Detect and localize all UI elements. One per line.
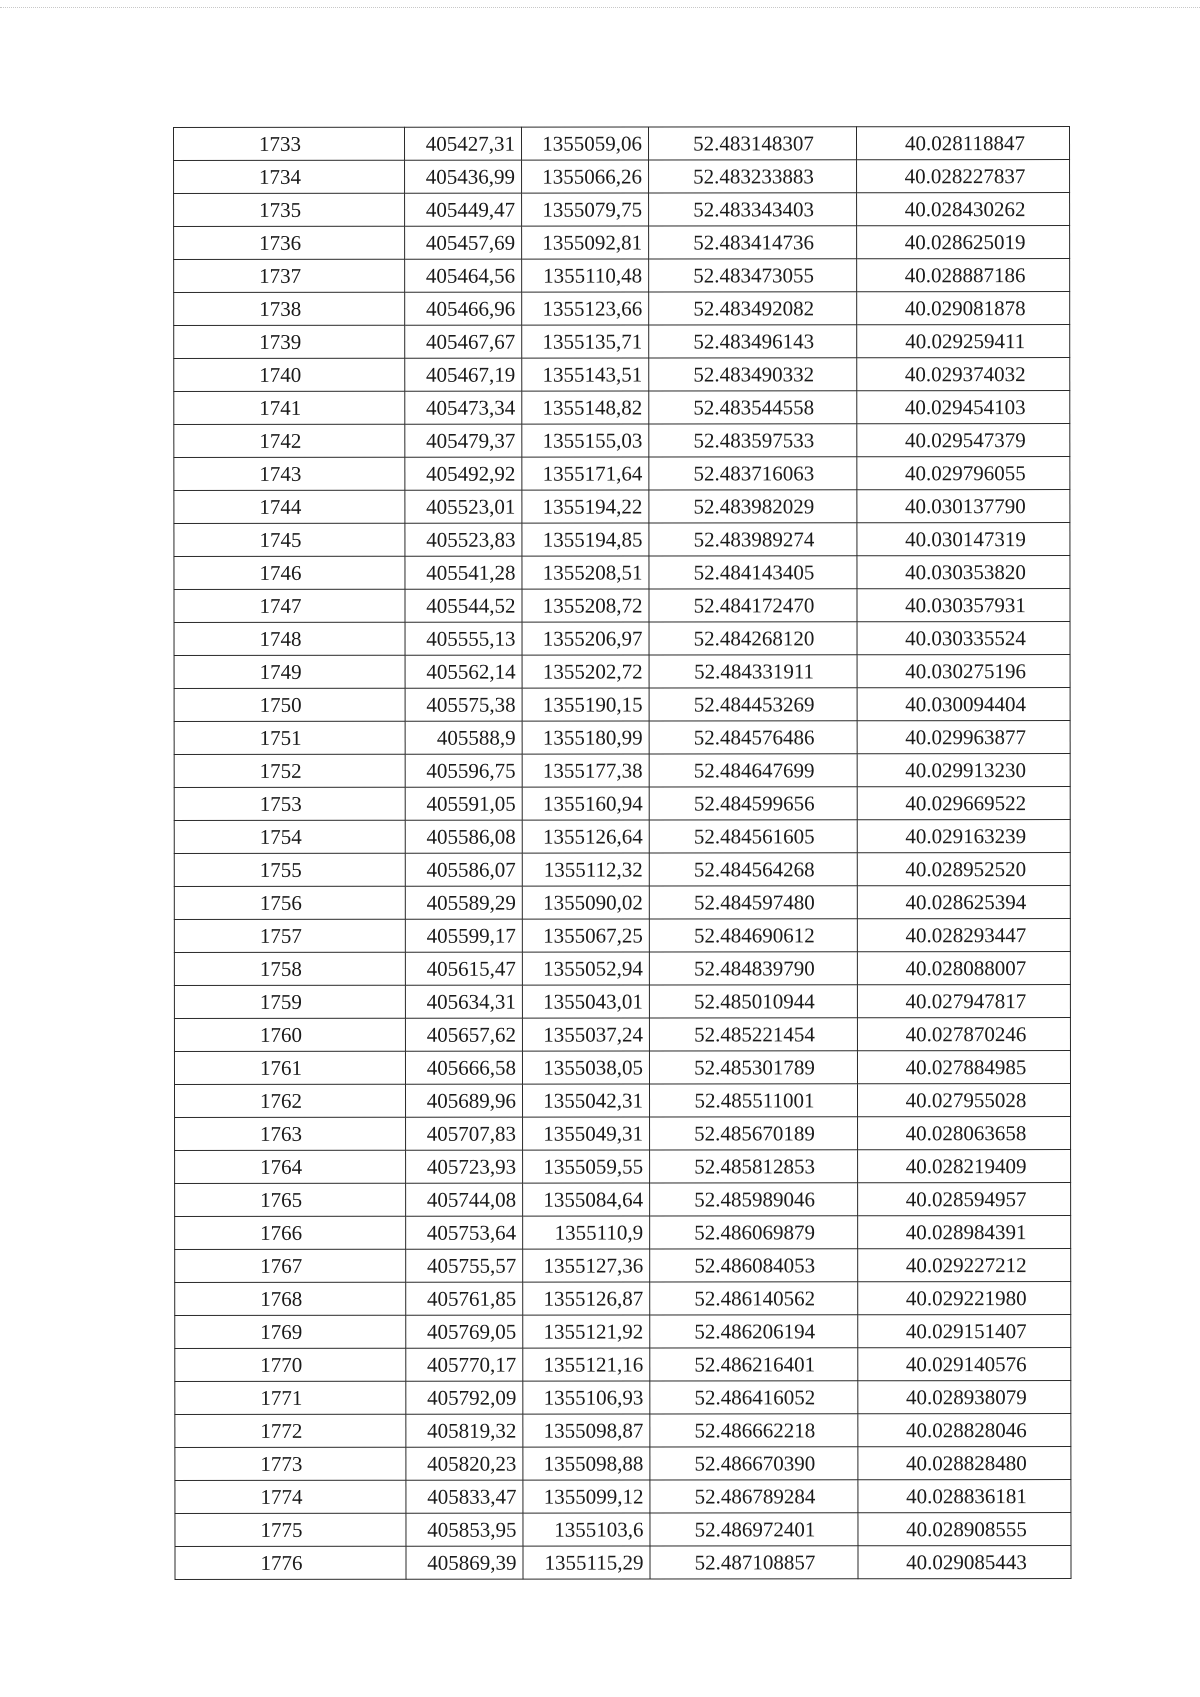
table-row [174,193,1070,227]
longitude-cell: 40.028887186 [857,259,1070,292]
y-coordinate-cell: 1355059,06 [522,127,649,160]
x-coordinate-cell: 405457,69 [405,226,522,259]
latitude-cell: 52.483492082 [649,292,857,325]
table-row [174,457,1070,491]
latitude-cell: 52.483597533 [649,424,857,457]
y-coordinate-cell: 1355143,51 [522,358,649,391]
table-row [174,160,1070,194]
longitude-cell: 40.030335524 [857,622,1070,655]
latitude-cell: 52.484143405 [649,556,857,589]
y-coordinate-cell: 1355121,92 [523,1315,650,1348]
scan-edge-line [0,7,1200,8]
y-coordinate-cell: 1355038,05 [522,1051,649,1084]
point-number-cell: 1770 [175,1348,406,1381]
y-coordinate-cell: 1355099,12 [523,1480,650,1513]
longitude-cell: 40.030357931 [857,589,1070,622]
point-number-cell: 1772 [175,1414,406,1447]
point-number-cell: 1764 [175,1150,406,1183]
table-row [175,1513,1071,1547]
latitude-cell: 52.486084053 [650,1249,858,1282]
y-coordinate-cell: 1355098,88 [523,1447,650,1480]
longitude-cell: 40.028118847 [857,127,1070,160]
table-row [175,1117,1071,1151]
point-number-cell: 1738 [174,292,405,325]
latitude-cell: 52.483148307 [649,127,857,160]
point-number-cell: 1768 [175,1282,406,1315]
latitude-cell: 52.484576486 [649,721,857,754]
latitude-cell: 52.484647699 [649,754,857,787]
y-coordinate-cell: 1355115,29 [523,1546,650,1579]
longitude-cell: 40.028908555 [858,1513,1071,1546]
x-coordinate-cell: 405523,01 [405,490,522,523]
y-coordinate-cell: 1355103,6 [523,1513,650,1546]
x-coordinate-cell: 405575,38 [405,688,522,721]
point-number-cell: 1756 [174,886,405,919]
latitude-cell: 52.483716063 [649,457,857,490]
point-number-cell: 1747 [174,589,405,622]
latitude-cell: 52.486670390 [650,1447,858,1480]
x-coordinate-cell: 405769,05 [406,1315,523,1348]
y-coordinate-cell: 1355043,01 [522,985,649,1018]
y-coordinate-cell: 1355190,15 [522,688,649,721]
table-row [174,490,1070,524]
x-coordinate-cell: 405586,07 [405,853,522,886]
latitude-cell: 52.486662218 [650,1414,858,1447]
point-number-cell: 1759 [174,985,405,1018]
latitude-cell: 52.483233883 [649,160,857,193]
table-row [175,1150,1071,1184]
x-coordinate-cell: 405634,31 [405,985,522,1018]
table-row [175,1414,1071,1448]
y-coordinate-cell: 1355194,85 [522,523,649,556]
longitude-cell: 40.028828046 [858,1414,1071,1447]
table-row [175,1216,1071,1250]
longitude-cell: 40.029227212 [858,1249,1071,1282]
y-coordinate-cell: 1355112,32 [522,853,649,886]
latitude-cell: 52.484597480 [649,886,857,919]
longitude-cell: 40.028828480 [858,1447,1071,1480]
point-number-cell: 1752 [174,754,405,787]
x-coordinate-cell: 405723,93 [406,1150,523,1183]
longitude-cell: 40.030137790 [857,490,1070,523]
longitude-cell: 40.029151407 [858,1315,1071,1348]
x-coordinate-cell: 405466,96 [405,292,522,325]
point-number-cell: 1743 [174,457,405,490]
point-number-cell: 1761 [174,1051,405,1084]
longitude-cell: 40.028984391 [858,1216,1071,1249]
y-coordinate-cell: 1355037,24 [522,1018,649,1051]
point-number-cell: 1739 [174,325,405,358]
latitude-cell: 52.485010944 [649,985,857,1018]
longitude-cell: 40.028938079 [858,1381,1071,1414]
x-coordinate-cell: 405436,99 [405,160,522,193]
x-coordinate-cell: 405615,47 [405,952,522,985]
point-number-cell: 1745 [174,523,405,556]
y-coordinate-cell: 1355194,22 [522,490,649,523]
table-row [174,1051,1070,1085]
longitude-cell: 40.028430262 [857,193,1070,226]
y-coordinate-cell: 1355202,72 [522,655,649,688]
latitude-cell: 52.485812853 [650,1150,858,1183]
point-number-cell: 1769 [175,1315,406,1348]
longitude-cell: 40.029221980 [858,1282,1071,1315]
x-coordinate-cell: 405555,13 [405,622,522,655]
longitude-cell: 40.029140576 [858,1348,1071,1381]
x-coordinate-cell: 405819,32 [406,1414,523,1447]
point-number-cell: 1733 [174,127,405,160]
y-coordinate-cell: 1355206,97 [522,622,649,655]
table-row [175,1282,1071,1316]
x-coordinate-cell: 405544,52 [405,589,522,622]
longitude-cell: 40.028227837 [857,160,1070,193]
table-row [174,952,1070,986]
latitude-cell: 52.486416052 [650,1381,858,1414]
y-coordinate-cell: 1355171,64 [522,457,649,490]
table-row [175,1183,1071,1217]
x-coordinate-cell: 405427,31 [405,127,522,160]
table-row [175,1348,1071,1382]
y-coordinate-cell: 1355155,03 [522,424,649,457]
latitude-cell: 52.483544558 [649,391,857,424]
point-number-cell: 1736 [174,226,405,259]
x-coordinate-cell: 405467,67 [405,325,522,358]
longitude-cell: 40.030275196 [857,655,1070,688]
y-coordinate-cell: 1355079,75 [522,193,649,226]
latitude-cell: 52.483414736 [649,226,857,259]
longitude-cell: 40.027870246 [857,1018,1070,1051]
point-number-cell: 1737 [174,259,405,292]
point-number-cell: 1765 [175,1183,406,1216]
y-coordinate-cell: 1355127,36 [523,1249,650,1282]
latitude-cell: 52.485221454 [649,1018,857,1051]
x-coordinate-cell: 405589,29 [405,886,522,919]
table-row [175,1084,1071,1118]
point-number-cell: 1763 [175,1117,406,1150]
longitude-cell: 40.027947817 [857,985,1070,1018]
longitude-cell: 40.029963877 [857,721,1070,754]
table-row [175,1546,1071,1580]
latitude-cell: 52.484331911 [649,655,857,688]
latitude-cell: 52.485301789 [649,1051,857,1084]
y-coordinate-cell: 1355084,64 [523,1183,650,1216]
table-row [174,721,1070,755]
latitude-cell: 52.486216401 [650,1348,858,1381]
x-coordinate-cell: 405586,08 [405,820,522,853]
latitude-cell: 52.486789284 [650,1480,858,1513]
table-row [174,226,1070,260]
latitude-cell: 52.483343403 [649,193,857,226]
x-coordinate-cell: 405753,64 [406,1216,523,1249]
x-coordinate-cell: 405588,9 [405,721,522,754]
x-coordinate-cell: 405666,58 [405,1051,522,1084]
x-coordinate-cell: 405599,17 [405,919,522,952]
table-row [174,985,1070,1019]
y-coordinate-cell: 1355110,48 [522,259,649,292]
x-coordinate-cell: 405761,85 [406,1282,523,1315]
latitude-cell: 52.484839790 [649,952,857,985]
point-number-cell: 1748 [174,622,405,655]
y-coordinate-cell: 1355092,81 [522,226,649,259]
table-row [174,655,1070,689]
longitude-cell: 40.029913230 [857,754,1070,787]
latitude-cell: 52.484564268 [649,853,857,886]
table-row [174,787,1070,821]
table-row [174,358,1070,392]
table-row [175,1381,1071,1415]
point-number-cell: 1771 [175,1381,406,1414]
table-row [174,754,1070,788]
table-row [175,1249,1071,1283]
point-number-cell: 1774 [175,1480,406,1513]
point-number-cell: 1744 [174,490,405,523]
table-row [174,1018,1070,1052]
longitude-cell: 40.028088007 [857,952,1070,985]
latitude-cell: 52.487108857 [650,1546,858,1579]
y-coordinate-cell: 1355110,9 [523,1216,650,1249]
longitude-cell: 40.027884985 [857,1051,1070,1084]
x-coordinate-cell: 405755,57 [406,1249,523,1282]
point-number-cell: 1754 [174,820,405,853]
x-coordinate-cell: 405541,28 [405,556,522,589]
table-row [174,820,1070,854]
latitude-cell: 52.483989274 [649,523,857,556]
latitude-cell: 52.484599656 [649,787,857,820]
point-number-cell: 1767 [175,1249,406,1282]
point-number-cell: 1766 [175,1216,406,1249]
longitude-cell: 40.030353820 [857,556,1070,589]
y-coordinate-cell: 1355177,38 [522,754,649,787]
y-coordinate-cell: 1355126,64 [522,820,649,853]
point-number-cell: 1750 [174,688,405,721]
latitude-cell: 52.486069879 [650,1216,858,1249]
point-number-cell: 1734 [174,160,405,193]
x-coordinate-cell: 405770,17 [406,1348,523,1381]
point-number-cell: 1753 [174,787,405,820]
x-coordinate-cell: 405820,23 [406,1447,523,1480]
x-coordinate-cell: 405479,37 [405,424,522,457]
y-coordinate-cell: 1355208,51 [522,556,649,589]
x-coordinate-cell: 405449,47 [405,193,522,226]
table-row [174,622,1070,656]
latitude-cell: 52.483490332 [649,358,857,391]
table-row [174,523,1070,557]
point-number-cell: 1776 [175,1546,406,1579]
y-coordinate-cell: 1355090,02 [522,886,649,919]
y-coordinate-cell: 1355042,31 [523,1084,650,1117]
latitude-cell: 52.484453269 [649,688,857,721]
longitude-cell: 40.030147319 [857,523,1070,556]
y-coordinate-cell: 1355135,71 [522,325,649,358]
y-coordinate-cell: 1355121,16 [523,1348,650,1381]
point-number-cell: 1773 [175,1447,406,1480]
table-row [175,1315,1071,1349]
longitude-cell: 40.028625019 [857,226,1070,259]
table-row [174,127,1070,161]
latitude-cell: 52.484690612 [649,919,857,952]
table-row [174,325,1070,359]
longitude-cell: 40.029454103 [857,391,1070,424]
point-number-cell: 1740 [174,358,405,391]
y-coordinate-cell: 1355049,31 [523,1117,650,1150]
latitude-cell: 52.485989046 [650,1183,858,1216]
x-coordinate-cell: 405853,95 [406,1513,523,1546]
x-coordinate-cell: 405657,62 [405,1018,522,1051]
longitude-cell: 40.029081878 [857,292,1070,325]
longitude-cell: 40.029669522 [857,787,1070,820]
x-coordinate-cell: 405744,08 [406,1183,523,1216]
x-coordinate-cell: 405596,75 [405,754,522,787]
x-coordinate-cell: 405833,47 [406,1480,523,1513]
point-number-cell: 1751 [174,721,405,754]
point-number-cell: 1758 [174,952,405,985]
x-coordinate-cell: 405707,83 [406,1117,523,1150]
point-number-cell: 1742 [174,424,405,457]
table-row [174,259,1070,293]
longitude-cell: 40.028219409 [858,1150,1071,1183]
y-coordinate-cell: 1355052,94 [522,952,649,985]
table-row [174,556,1070,590]
latitude-cell: 52.485670189 [650,1117,858,1150]
latitude-cell: 52.486140562 [650,1282,858,1315]
table-row [174,853,1070,887]
table-row [174,292,1070,326]
y-coordinate-cell: 1355126,87 [523,1282,650,1315]
point-number-cell: 1746 [174,556,405,589]
y-coordinate-cell: 1355208,72 [522,589,649,622]
y-coordinate-cell: 1355098,87 [523,1414,650,1447]
latitude-cell: 52.485511001 [650,1084,858,1117]
x-coordinate-cell: 405591,05 [405,787,522,820]
latitude-cell: 52.483982029 [649,490,857,523]
y-coordinate-cell: 1355106,93 [523,1381,650,1414]
table-row [174,919,1070,953]
longitude-cell: 40.029796055 [857,457,1070,490]
longitude-cell: 40.028293447 [857,919,1070,952]
latitude-cell: 52.483496143 [649,325,857,358]
longitude-cell: 40.028594957 [858,1183,1071,1216]
coordinate-table-body [174,127,1072,1580]
longitude-cell: 40.029259411 [857,325,1070,358]
point-number-cell: 1775 [175,1513,406,1546]
x-coordinate-cell: 405523,83 [405,523,522,556]
table-row [174,886,1070,920]
x-coordinate-cell: 405492,92 [405,457,522,490]
y-coordinate-cell: 1355066,26 [522,160,649,193]
point-number-cell: 1755 [174,853,405,886]
point-number-cell: 1735 [174,193,405,226]
table-row [174,589,1070,623]
table-row [174,424,1070,458]
table-row [174,688,1070,722]
table-row [174,391,1070,425]
latitude-cell: 52.486206194 [650,1315,858,1348]
longitude-cell: 40.028063658 [858,1117,1071,1150]
y-coordinate-cell: 1355148,82 [522,391,649,424]
x-coordinate-cell: 405689,96 [406,1084,523,1117]
x-coordinate-cell: 405467,19 [405,358,522,391]
longitude-cell: 40.028836181 [858,1480,1071,1513]
point-number-cell: 1749 [174,655,405,688]
x-coordinate-cell: 405473,34 [405,391,522,424]
y-coordinate-cell: 1355160,94 [522,787,649,820]
longitude-cell: 40.027955028 [858,1084,1071,1117]
latitude-cell: 52.483473055 [649,259,857,292]
x-coordinate-cell: 405869,39 [406,1546,523,1579]
latitude-cell: 52.484268120 [649,622,857,655]
coordinate-table [173,126,1072,1580]
x-coordinate-cell: 405792,09 [406,1381,523,1414]
point-number-cell: 1741 [174,391,405,424]
y-coordinate-cell: 1355180,99 [522,721,649,754]
point-number-cell: 1762 [175,1084,406,1117]
y-coordinate-cell: 1355059,55 [523,1150,650,1183]
longitude-cell: 40.029085443 [858,1546,1071,1579]
longitude-cell: 40.029374032 [857,358,1070,391]
longitude-cell: 40.029163239 [857,820,1070,853]
x-coordinate-cell: 405562,14 [405,655,522,688]
table-row [175,1447,1071,1481]
point-number-cell: 1760 [174,1018,405,1051]
point-number-cell: 1757 [174,919,405,952]
latitude-cell: 52.484561605 [649,820,857,853]
x-coordinate-cell: 405464,56 [405,259,522,292]
longitude-cell: 40.030094404 [857,688,1070,721]
longitude-cell: 40.029547379 [857,424,1070,457]
longitude-cell: 40.028625394 [857,886,1070,919]
table-row [175,1480,1071,1514]
y-coordinate-cell: 1355123,66 [522,292,649,325]
longitude-cell: 40.028952520 [857,853,1070,886]
latitude-cell: 52.486972401 [650,1513,858,1546]
y-coordinate-cell: 1355067,25 [522,919,649,952]
latitude-cell: 52.484172470 [649,589,857,622]
